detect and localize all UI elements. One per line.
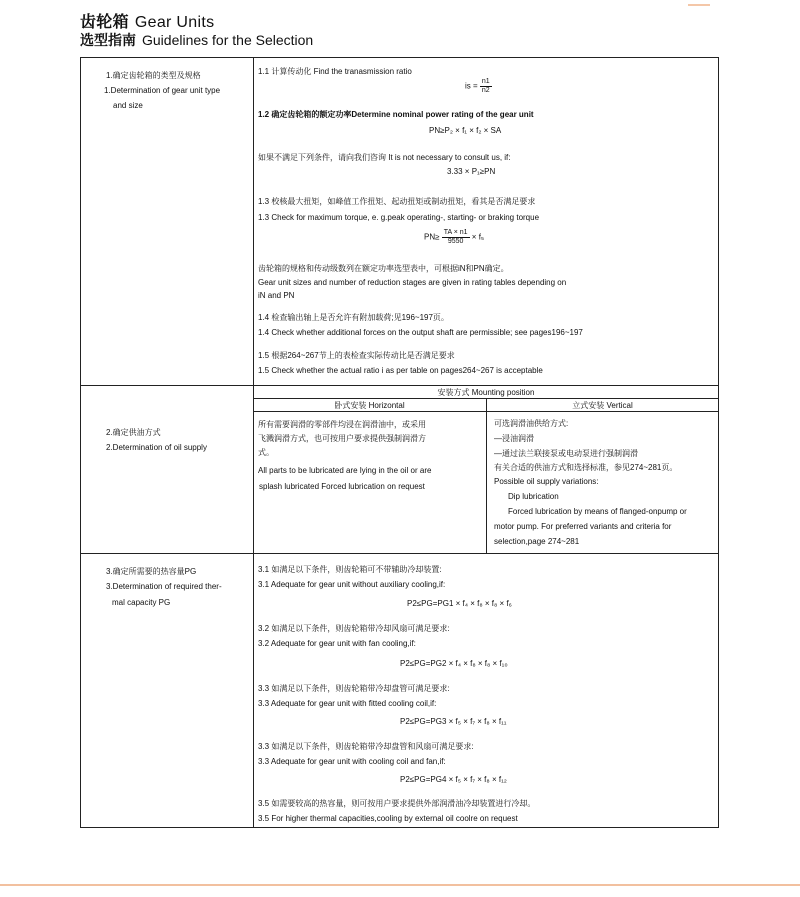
formula-ratio-fraction [480, 78, 492, 95]
vertical-text-4: 有关合适的供油方式和选择标准，参见274~281页。 [494, 463, 678, 472]
section-2-title-en: 2.Determination of oil supply [106, 443, 207, 452]
horizontal-text-zh-2: 飞溅润滑方式，也可按用户要求提供强制润滑方 [258, 434, 426, 443]
step-1-4-zh: 1.4 检查输出轴上是否允许有附加载荷;见196~197页。 [258, 313, 449, 322]
step-1-5-en: 1.5 Check whether the actual ratio i as per table on pages264~267 is acceptable [258, 366, 543, 375]
horizontal-header: 卧式安装 Horizontal [334, 401, 405, 410]
horizontal-text-en-2: splash lubricated Forced lubrication on request [259, 482, 425, 491]
step-3-4-zh: 3.3 如满足以下条件，则齿轮箱带冷却盘管和风扇可满足要求: [258, 742, 474, 751]
formula-torque [424, 229, 484, 246]
vertical-text-6: Dip lubrication [508, 492, 559, 501]
step-1-5-zh: 1.5 根据264~267节上的表检查实际传动比是否满足要求 [258, 351, 455, 360]
formula-3-1: P2≤PG=PG1 × f₄ × f₈ × f₈ × f₆ [407, 599, 512, 608]
section-3-title-en: 3.Determination of required ther- [106, 582, 222, 591]
step-3-2-en: 3.2 Adequate for gear unit with fan cooling,if: [258, 639, 416, 648]
page-title [80, 9, 214, 32]
vertical-text-2: —浸油润滑 [494, 434, 534, 443]
step-3-1-zh: 3.1 如满足以下条件，则齿轮箱可不带辅助冷却装置: [258, 565, 442, 574]
vertical-text-9: selection,page 274~281 [494, 537, 580, 546]
step-3-1-en: 3.1 Adequate for gear unit without auxiliary cooling,if: [258, 580, 446, 589]
vertical-text-1: 可选润滑油供给方式: [494, 419, 569, 428]
formula-torque-num: TA × n1 [443, 229, 468, 236]
page-subtitle [80, 30, 313, 50]
vertical-text-5: Possible oil supply variations: [494, 477, 599, 486]
section-1-title-en: 1.Determination of gear unit type [104, 86, 221, 95]
formula-3-2: P2≤PG=PG2 × f₄ × f₈ × f₈ × f₁₀ [400, 659, 508, 668]
formula-torque-lhs: PN≥ [424, 232, 440, 242]
size-note-en-2: iN and PN [258, 291, 295, 300]
step-3-4-en: 3.3 Adequate for gear unit with cooling coil and fan,if: [258, 757, 446, 766]
section-1-title-en-2: and size [113, 101, 143, 110]
section-2-title-zh: 2.确定供油方式 [106, 428, 161, 437]
vertical-header: 立式安装 Vertical [572, 401, 633, 410]
row-divider-1 [80, 385, 719, 386]
formula-torque-rhs: × f₅ [471, 232, 485, 242]
formula-3-3: P2≤PG=PG3 × f₅ × f₇ × f₈ × f₁₁ [400, 717, 507, 726]
size-note-zh: 齿轮箱的规格和传动级数列在额定功率选型表中，可根据iN和PN确定。 [258, 264, 509, 273]
formula-power: PN≥P₂ × f₁ × f₂ × SA [429, 126, 502, 135]
formula-torque-fraction [442, 229, 470, 246]
formula-ratio-num: n1 [481, 78, 490, 85]
step-3-3-zh: 3.3 如满足以下条件，则齿轮箱带冷却盘管可满足要求: [258, 684, 450, 693]
step-1-2: 1.2 确定齿轮箱的额定功率Determine nominal power rating of the gear unit [258, 110, 534, 119]
horizontal-text-zh-3: 式。 [258, 448, 274, 457]
top-accent-line [688, 4, 710, 6]
vertical-text-8: motor pump. For preferred variants and criteria for [494, 522, 672, 531]
section-3-title-en-2: mal capacity PG [112, 598, 171, 607]
horizontal-text-en-1: All parts to be lubricated are lying in the oil or are [258, 466, 432, 475]
formula-3-4: P2≤PG=PG4 × f₅ × f₇ × f₈ × f₁₂ [400, 775, 507, 784]
section-1-title-zh: 1.确定齿轮箱的类型及规格 [106, 71, 201, 80]
step-3-5-zh: 3.5 如需要较高的热容量，则可按用户要求提供外部润滑油冷却装置进行冷却。 [258, 799, 536, 808]
subtitle-en: Guidelines for the Selection [142, 32, 314, 48]
step-3-5-en: 3.5 For higher thermal capacities,cooling by external oil coolre on request [258, 814, 518, 823]
subtitle-zh: 选型指南 [80, 32, 136, 48]
horizontal-text-zh-1: 所有需要润滑的零部件均浸在润滑油中，或采用 [258, 420, 426, 429]
mounting-divider [486, 398, 487, 553]
mounting-position-header: 安装方式 Mounting position [437, 388, 535, 397]
step-1-3-zh: 1.3 校核最大扭矩，如峰值工作扭矩、起动扭矩或制动扭矩，看其是否满足要求 [258, 197, 536, 206]
size-note-en: Gear unit sizes and number of reduction stages are given in rating tables depending on [258, 278, 567, 287]
vertical-text-3: —通过法兰联接泵或电动泵进行强制润滑 [494, 449, 638, 458]
row-divider-2 [80, 553, 719, 554]
step-1-1: 1.1 计算传动化 Find the tranasmission ratio [258, 67, 412, 76]
title-zh: 齿轮箱 [80, 14, 129, 31]
formula-ratio-lhs: is = [465, 81, 478, 91]
formula-consult: 3.33 × P₁≥PN [447, 167, 496, 176]
step-1-3-en: 1.3 Check for maximum torque, e. g.peak operating-, starting- or braking torque [258, 213, 540, 222]
bottom-accent-bar [0, 884, 800, 886]
step-3-2-zh: 3.2 如满足以下条件，则齿轮箱带冷却风扇可满足要求: [258, 624, 450, 633]
step-1-4-en: 1.4 Check whether additional forces on the output shaft are permissible; see pages196~197 [258, 328, 583, 337]
consult-condition: 如果不满足下列条件，请向我们咨询 It is not necessary to consult us, if: [258, 153, 511, 162]
column-divider [253, 57, 254, 828]
formula-ratio-den: n2 [481, 87, 490, 94]
title-en: Gear Units [134, 14, 215, 31]
step-3-3-en: 3.3 Adequate for gear unit with fitted cooling coil,if: [258, 699, 437, 708]
section-3-title-zh: 3.确定所需要的热容量PG [106, 567, 197, 576]
formula-ratio [465, 78, 492, 95]
vertical-text-7: Forced lubrication by means of flanged-onpump or [508, 507, 687, 516]
formula-torque-den: 9550 [447, 238, 464, 245]
